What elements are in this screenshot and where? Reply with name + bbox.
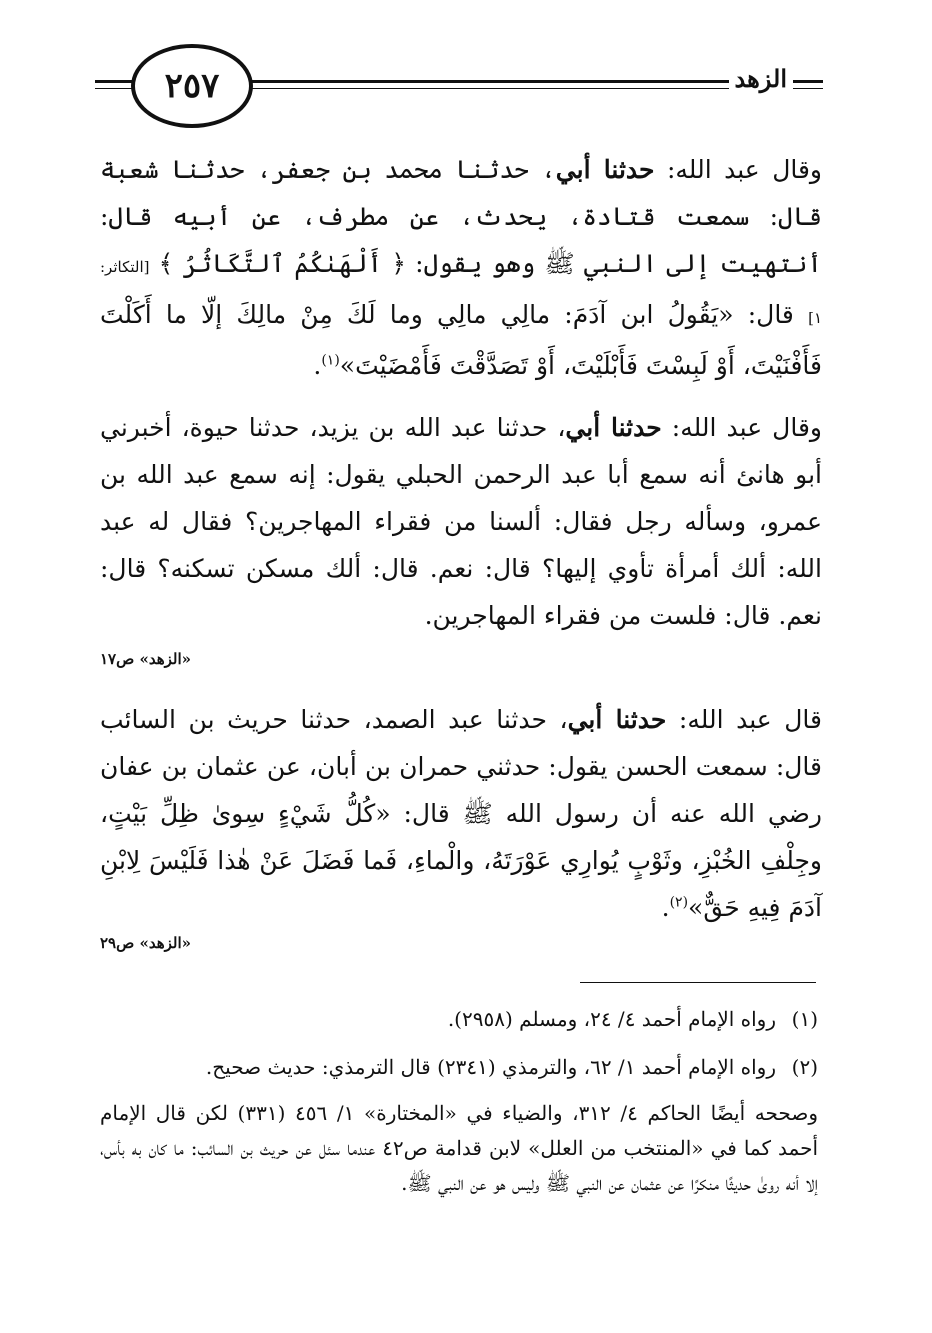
paragraph-lead: وقال عبد الله: (661, 413, 822, 442)
footnote-text: رواه الإمام أحمد ٤/ ٢٤، ومسلم (٢٩٥٨). (447, 1007, 776, 1031)
paragraph-text: ، حدثنا عبد الصمد، حدثنا حريث بن السائب قال: سمعت الحسن يقول: حدثني حمران بن أبان، عن عثمان بن عفان رضي الله عنه أن رسول الله ﷺ قال: «كُلُّ شَيْءٍ سِوىٰ ظِلِّ بَيْتٍ، وجِلْفِ الخُبْزِ، وثَوْبٍ يُوارِي عَوْرَتَهُ، والْماءِ، فَما فَضَلَ عَنْ هٰذا فَلَيْسَ لِابْنِ آدَمَ فِيهِ حَقٌّ» (100, 705, 822, 922)
source-reference-2: «الزهد» ص٢٩ (100, 934, 192, 952)
footnote-2-continuation: وصححه أيضًا الحاكم ٤/ ٣١٢، والضياء في «المختارة» ١/ ٤٥٦ (٣٣١) لكن قال الإمام أحمد كما في «المنتخب من العلل» لابن قدامة ص٤٢ عندما سئل عن حريث بن السائب: ما كان به بأس، إلا أنه روىٰ حديثًا منكرًا عن عثمان عن النبي ﷺ وليس هو عن النبي ﷺ. (100, 1101, 819, 1195)
paragraph-lead: وقال عبد الله: (654, 155, 823, 184)
sentence-end: . (313, 351, 322, 380)
paragraph-lead: قال عبد الله: (666, 705, 823, 734)
footnote-2 (100, 1050, 818, 1085)
paragraph-text: ، حدثنا محمد بن جعفر، حدثنا شعبة قال: سمعت قتادة، يحدث، عن مطرف، عن أبيه قال: أنتهيت إلى النبي ﷺ وهو يقول: ﴿ أَلْهَىٰكُمُ ٱلتَّكَاثُرُ ﴾ (100, 155, 822, 278)
quran-reference: [التكاثر: ١] (100, 258, 822, 327)
footnote-number: (١) (791, 1007, 818, 1031)
isnad-bold: حدثنا أبي (565, 413, 662, 442)
footnote-text: رواه الإمام أحمد ١/ ٦٢، والترمذي (٢٣٤١) قال الترمذي: حديث صحيح. (205, 1055, 776, 1079)
footnote-1 (100, 1002, 818, 1037)
source-reference-1: «الزهد» ص١٧ (100, 650, 192, 668)
isnad-bold: حدثنا أبي (567, 705, 667, 734)
page-number-badge: ٢٥٧ (131, 44, 253, 128)
paragraph-text: ، حدثنا عبد الله بن يزيد، حدثنا حيوة، أخبرني أبو هانئ أنه سمع أبا عبد الرحمن الحبلي يقول: إنه سمع عبد الله بن عمرو، وسأله رجل فقال: ألسنا من فقراء المهاجرين؟ فقال له عبد الله: ألك أمرأة تأوي إليها؟ قال: نعم. قال: ألك مسكن تسكنه؟ قال: نعم. قال: فلست من فقراء المهاجرين. (100, 413, 822, 630)
page-header (95, 44, 823, 134)
paragraph-2 (100, 404, 822, 639)
running-title: الزهد (729, 64, 793, 93)
footnote-separator (580, 982, 816, 983)
isnad-bold: حدثنا أبي (555, 155, 655, 184)
footnote-number: (٢) (791, 1055, 818, 1079)
sentence-end: . (661, 893, 670, 922)
paragraph-1 (100, 146, 822, 389)
footnote-marker-1[interactable]: (١) (321, 352, 340, 369)
paragraph-text-2: قال: «يَقُولُ ابن آدَمَ: مالِي مالِي وما لَكَ مِنْ مالِكَ إلّا ما أَكَلْتَ فَأَفْنَيْتَ، أَوْ لَبِسْتَ فَأَبْلَيْتَ، أَوْ تَصَدَّقْتَ فَأَمْضَيْتَ» (100, 300, 822, 380)
paragraph-3 (100, 696, 822, 931)
footnote-marker-2[interactable]: (٢) (669, 894, 689, 911)
